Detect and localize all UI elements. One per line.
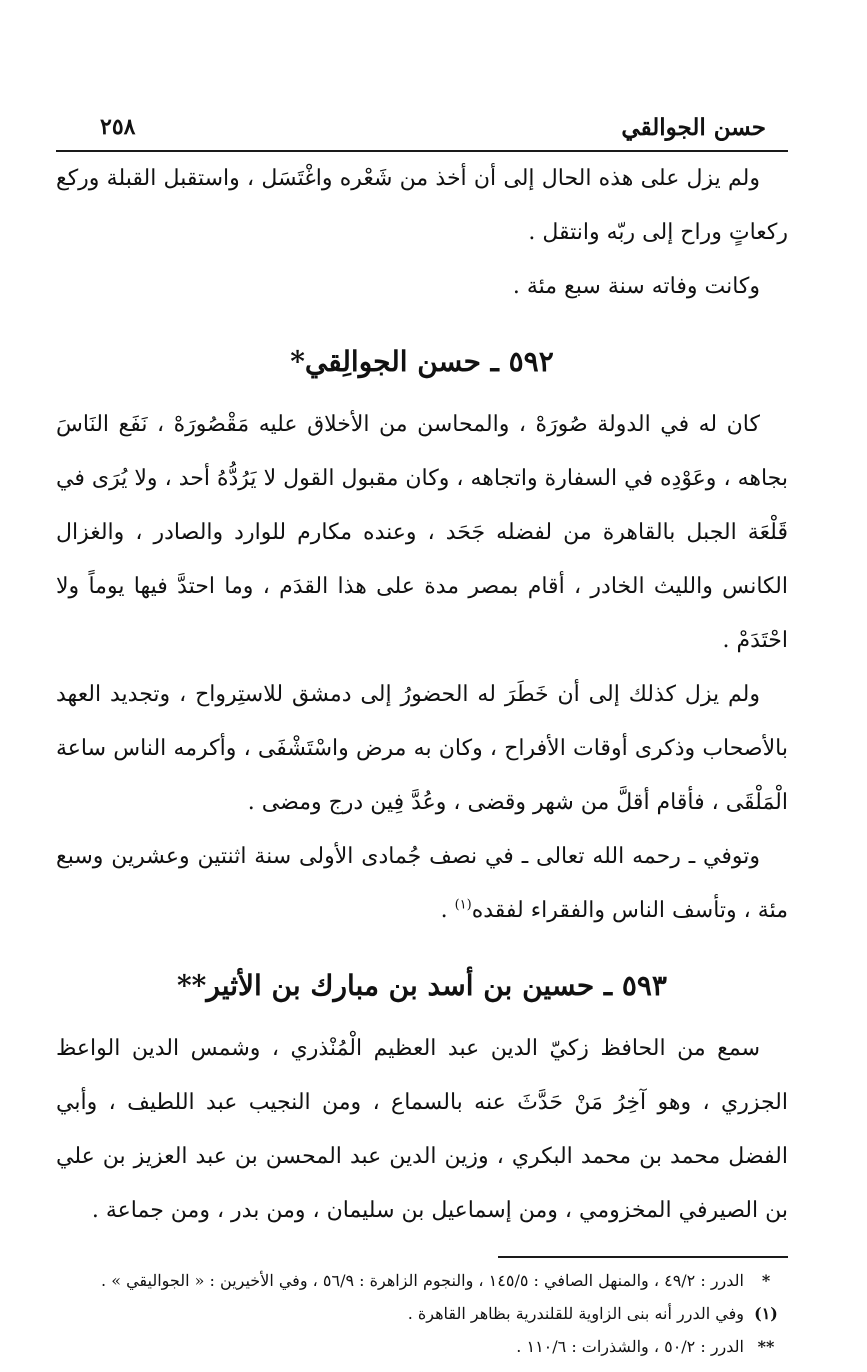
footnote-text: وفي الدرر أنه بنى الزاوية للقلندرية بظاهر القاهرة . (407, 1304, 744, 1323)
entry-592-paragraph-3-text: وتوفي ـ رحمه الله تعالى ـ في نصف جُمادى الأولى سنة اثنتين وعشرين وسبع مئة ، وتأسف الناس والفقراء لفقده (56, 844, 788, 923)
entry-592-paragraph-2: ولم يزل كذلك إلى أن خَطَرَ له الحضورُ إلى دمشق للاستِرواح ، وتجديد العهد بالأصحاب وذكرى أوقات الأفراح ، وكان به مرض واسْتَشْفَى ، وأكرمه الناس ساعة الْمَلْقَى ، فأقام أقلَّ من شهر وقضى ، وعُدَّ فِين درج ومضى . (56, 682, 788, 815)
entry-592-paragraph-1: كان له في الدولة صُورَهْ ، والمحاسن من الأخلاق عليه مَقْصُورَهْ ، نَفَع النَاسَ بجاهه ، وعَوْدِه في السفارة واتجاهه ، وكان مقبول القول لا يَرُدُّهُ أحد ، ولا يُرَى في قَلْعَة الجبل بالقاهرة من لفضله جَحَد ، وعنده مكارم للوارد والصادر ، والغزال الكانس والليث الخادر ، أقام بمصر مدة على هذا القدَم ، وما احتدَّ فيها يوماً ولا احْتَدَمْ . (56, 412, 788, 653)
continuation-paragraph: ولم يزل على هذه الحال إلى أن أخذ من شَعْره واغْتَسَل ، واستقبل القبلة وركع ركعاتٍ وراح إلى ربّه وانتقل . (56, 166, 788, 245)
footnote-item (56, 1330, 788, 1363)
running-header (56, 108, 788, 152)
footnote-mark: * (761, 1271, 771, 1290)
footnote-reference: (١) (454, 897, 472, 913)
entry-593-heading: ٥٩٣ ـ حسين بن أسد بن مبارك بن الأثير** (177, 969, 667, 1002)
entry-592-paragraph-3-end: . (440, 898, 455, 923)
footnote-mark: ** (757, 1337, 775, 1356)
book-page (56, 108, 788, 1363)
footnote-mark: (١) (754, 1304, 778, 1323)
footnote-text: الدرر : ٤٩/٢ ، والمنهل الصافي : ١٤٥/٥ ، والنجوم الزاهرة : ٥٦/٩ ، وفي الأخيرين : « الجواليقي » . (101, 1271, 744, 1290)
footnotes (56, 1264, 788, 1363)
footnote-text: الدرر : ٥٠/٢ ، والشذرات : ١١٠/٦ . (516, 1337, 744, 1356)
entry-592-heading: ٥٩٢ ـ حسن الجوالِقي* (290, 345, 554, 378)
entry-593-paragraph-1: سمع من الحافظ زكيّ الدين عبد العظيم الْمُنْذري ، وشمس الدين الواعظ الجزري ، وهو آخِرُ مَنْ حَدَّثَ عنه بالسماع ، ومن النجيب عبد اللطيف ، وأبي الفضل محمد بن محمد البكري ، وزين الدين عبد المحسن بن عبد العزيز بن علي بن الصيرفي المخزومي ، ومن إسماعيل بن سليمان ، ومن بدر ، ومن جماعة . (56, 1036, 788, 1223)
footnote-item (56, 1264, 788, 1297)
entry-592-paragraph-3 (56, 830, 788, 938)
footnote-divider (498, 1256, 788, 1258)
page-number: ٢٥٨ (100, 114, 136, 140)
main-text (56, 152, 788, 1238)
running-title: حسن الجوالقي (621, 114, 766, 141)
footnote-item (56, 1297, 788, 1330)
death-year-paragraph: وكانت وفاته سنة سبع مئة . (512, 274, 760, 299)
